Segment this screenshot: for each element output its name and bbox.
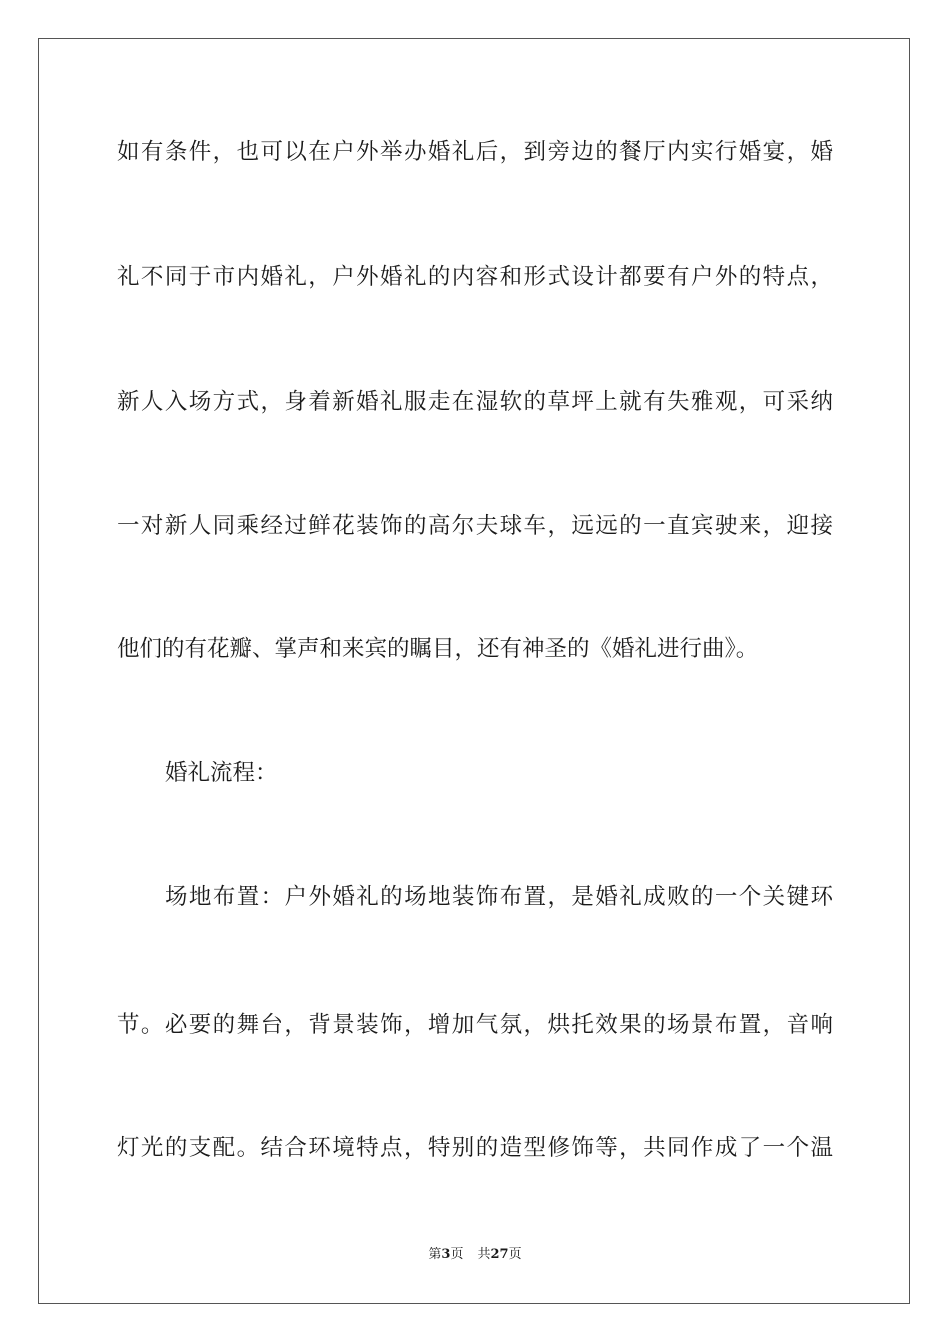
paragraph-line-2: 礼不同于市内婚礼，户外婚礼的内容和形式设计都要有户外的特点，: [117, 264, 833, 290]
paragraph-line-9: 灯光的支配。结合环境特点，特别的造型修饰等，共同作成了一个温: [117, 1135, 833, 1161]
paragraph-line-8: 节。必要的舞台，背景装饰，增加气氛，烘托效果的场景布置，音响: [117, 1012, 833, 1038]
page-suffix: 页: [450, 1247, 464, 1262]
paragraph-line-1: 如有条件，也可以在户外举办婚礼后，到旁边的餐厅内实行婚宴，婚: [117, 139, 833, 165]
total-pages: 27: [490, 1247, 509, 1262]
total-suffix: 页: [508, 1247, 522, 1262]
paragraph-line-3: 新人入场方式，身着新婚礼服走在湿软的草坪上就有失雅观，可采纳: [117, 389, 833, 415]
section-heading: 婚礼流程：: [165, 760, 278, 786]
page-number: 3: [441, 1247, 451, 1262]
total-prefix: 共: [477, 1247, 491, 1262]
page-footer: [0, 1246, 950, 1264]
page-prefix: 第: [428, 1247, 442, 1262]
paragraph-line-5: 他们的有花瓣、掌声和来宾的瞩目，还有神圣的《婚礼进行曲》。: [117, 636, 759, 662]
paragraph-line-7: 场地布置：户外婚礼的场地装饰布置，是婚礼成败的一个关键环: [165, 884, 833, 910]
page-border: [38, 38, 910, 1304]
paragraph-line-4: 一对新人同乘经过鲜花装饰的高尔夫球车，远远的一直宾驶来，迎接: [117, 513, 833, 539]
